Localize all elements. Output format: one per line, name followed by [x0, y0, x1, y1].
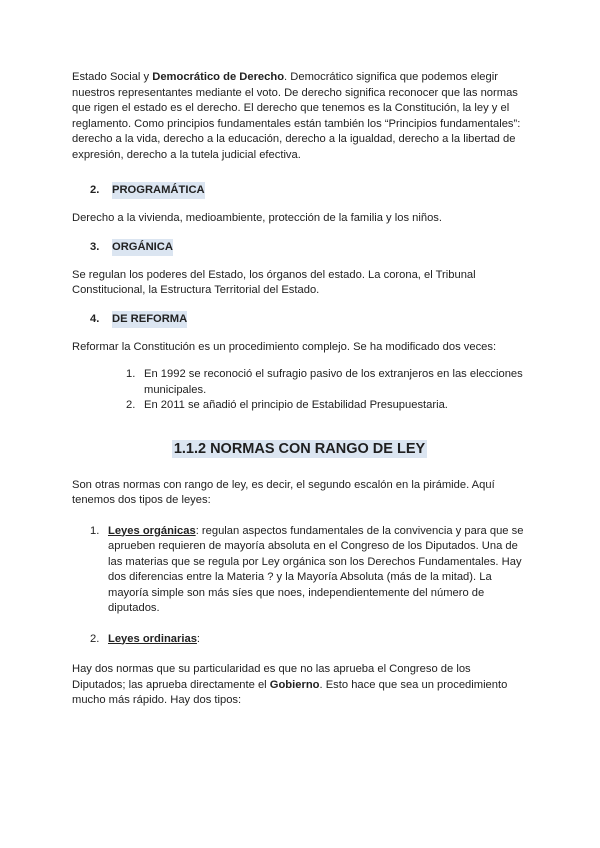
final-bold: Gobierno	[269, 678, 320, 691]
section-4-number: 4.	[90, 312, 100, 325]
list-item-number: 1.	[90, 524, 100, 537]
section-heading-1-1-2	[72, 439, 527, 459]
intro-paragraph	[72, 70, 527, 163]
intro-text-1: Estado Social y	[72, 71, 153, 83]
rango-paragraph: Son otras normas con rango de ley, es decir, el segundo escalón en la pirámide. Aquí tenemos dos tipos de leyes:	[72, 478, 495, 506]
section-3-number: 3.	[90, 240, 100, 253]
list-item-number: 1.	[126, 368, 136, 380]
list-item-text: En 1992 se reconoció el sufragio pasivo de los extranjeros en las elecciones municipales.	[144, 368, 523, 396]
list-item	[90, 632, 527, 648]
list-item-text	[108, 524, 527, 617]
final-text-2: . Esto hace que sea un procedimiento mucho más rápido. Hay dos tipos:	[72, 678, 508, 706]
list-item-number: 2.	[126, 399, 136, 411]
section-2-heading	[90, 182, 527, 199]
intro-bold: Democrático de Derecho	[152, 71, 285, 83]
section-3-heading	[90, 239, 527, 256]
section-2-text: Derecho a la vivienda, medioambiente, protección de la familia y los niños.	[72, 212, 443, 224]
list-item-text	[108, 632, 200, 648]
leyes-organicas-title: Leyes orgánicas	[108, 524, 196, 537]
leyes-ordinarias-colon: :	[196, 632, 201, 645]
section-heading-text: 1.1.2 NORMAS CON RANGO DE LEY	[173, 440, 426, 457]
intro-text-2: . Democrático significa que podemos elegir nuestros representantes mediante el voto. De derecho significa reconocer que las normas que rigen el estado es el derecho. El derecho que tenemos es la Constitución, la ley y el reglamento. Como principios fundamentales están también los “Principios fundamentales”: derecho a la vida, derecho a la educación, derecho a la igualdad, derecho a la libertad de expresión, derecho a la tutela judicial efectiva.	[72, 71, 521, 161]
list-item-text: En 2011 se añadió el principio de Estabilidad Presupuestaria.	[144, 399, 448, 411]
section-3-text: Se regulan los poderes del Estado, los órganos del estado. La corona, el Tribunal Constitucional, la Estructura Territorial del Estado.	[72, 268, 476, 296]
list-item-number: 2.	[90, 632, 100, 645]
section-2-title: PROGRAMÁTICA	[112, 182, 205, 199]
list-item	[126, 367, 527, 398]
leyes-list	[90, 524, 527, 648]
section-2-number: 2.	[90, 184, 100, 196]
document-page	[72, 70, 527, 709]
section-3-title: ORGÁNICA	[112, 239, 173, 256]
list-item	[126, 398, 527, 414]
final-paragraph	[72, 662, 527, 709]
section-4-heading	[90, 311, 527, 328]
section-4-text: Reformar la Constitución es un procedimiento complejo. Se ha modificado dos veces:	[72, 340, 497, 353]
reform-list	[126, 367, 527, 414]
leyes-ordinarias-title: Leyes ordinarias	[108, 632, 197, 645]
section-4-title: DE REFORMA	[112, 311, 187, 328]
final-text-1: Hay dos normas que su particularidad es que no las aprueba el Congreso de los Diputados; las aprueba directamente el	[72, 663, 471, 691]
list-item	[90, 524, 527, 617]
leyes-organicas-text: : regulan aspectos fundamentales de la convivencia y para que se aprueben requieren de mayoría absoluta en el Congreso de los Diputados. Una de las materias que se regula por Ley orgánica son los Derechos Fundamentales. Hay dos diferencias entre la Materia ? y la Mayoría Absoluta (más de la mitad). La mayoría simple son más síes que noes, independientemente del número de diputados.	[108, 524, 524, 614]
